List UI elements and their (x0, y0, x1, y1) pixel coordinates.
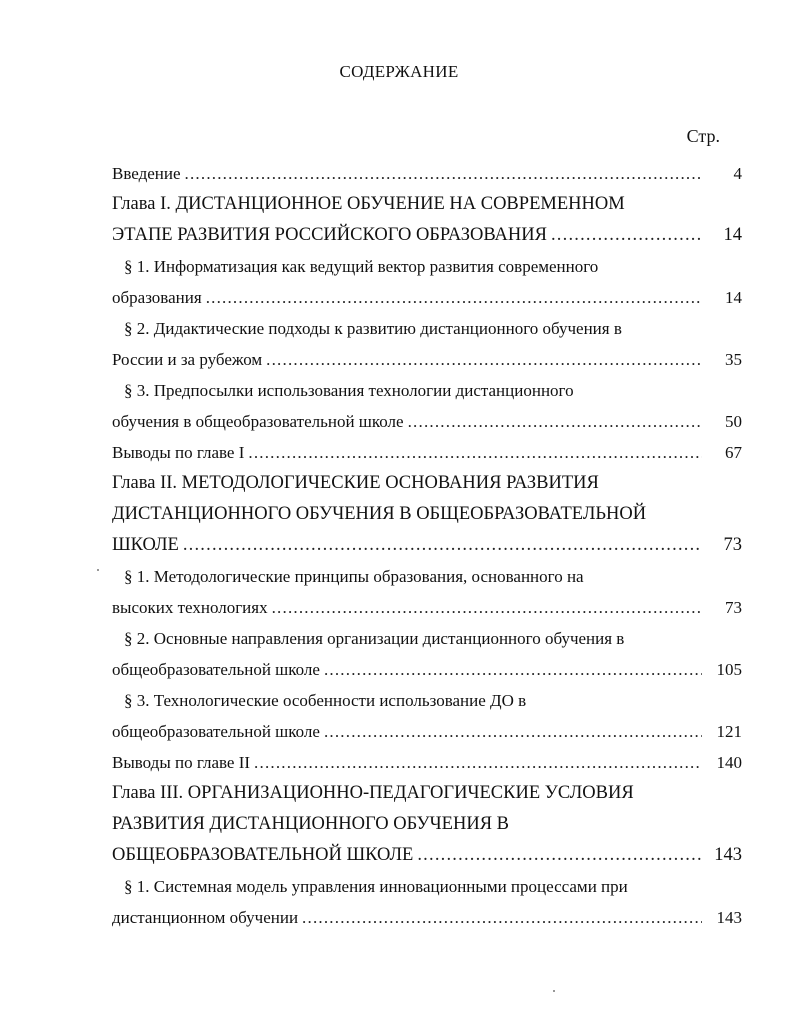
toc-entry-text: § 2. Дидактические подходы к развитию дистанционного обучения в (124, 319, 622, 338)
toc-section-3-1 (112, 902, 742, 933)
toc-entry-introduction (112, 158, 742, 189)
toc-entry-text: общеобразовательной школе (112, 660, 320, 679)
toc-section-2-3 (112, 716, 742, 747)
toc-entry-page: 14 (723, 225, 742, 245)
toc-section-2-2 (112, 654, 742, 685)
dot-leader (408, 406, 702, 437)
toc-entry-text: § 1. Системная модель управления инновационными процессами при (124, 877, 628, 896)
toc-entry-page: 50 (725, 412, 742, 431)
toc-section-2-1-heading (112, 561, 742, 592)
toc-entry-text: ЭТАПЕ РАЗВИТИЯ РОССИЙСКОГО ОБРАЗОВАНИЯ (112, 225, 547, 245)
dot-leader (324, 654, 702, 685)
dot-leader (266, 344, 702, 375)
toc-entry-page: 105 (716, 660, 742, 679)
toc-entry-text: § 3. Предпосылки использования технологии дистанционного (124, 381, 574, 400)
toc-entry-text: ОБЩЕОБРАЗОВАТЕЛЬНОЙ ШКОЛЕ (112, 845, 414, 865)
dot-leader (254, 747, 702, 778)
toc-entry-page: 143 (716, 908, 742, 927)
toc-entry-text: § 1. Информатизация как ведущий вектор развития современного (124, 257, 599, 276)
toc-entry-text: высоких технологиях (112, 598, 268, 617)
toc-chapter-2-heading (112, 468, 742, 499)
toc-entry-text: общеобразовательной школе (112, 722, 320, 741)
toc-chapter-3-heading-cont (112, 809, 742, 840)
table-of-contents (112, 158, 742, 933)
toc-entry-page: 73 (725, 598, 742, 617)
dot-leader (183, 530, 702, 561)
toc-section-2-3-heading (112, 685, 742, 716)
toc-entry-text: ШКОЛЕ (112, 535, 179, 555)
toc-chapter-2-heading-cont (112, 499, 742, 530)
toc-entry-text: РАЗВИТИЯ ДИСТАНЦИОННОГО ОБУЧЕНИЯ В (112, 814, 509, 834)
toc-entry-text: дистанционном обучении (112, 908, 299, 927)
toc-chapter-3 (112, 840, 742, 871)
toc-entry-page: 121 (716, 722, 742, 741)
dot-leader (324, 716, 702, 747)
toc-entry-page: 73 (723, 535, 742, 555)
toc-entry-text: Глава I. ДИСТАНЦИОННОЕ ОБУЧЕНИЕ НА СОВРЕМЕННОМ (112, 194, 625, 214)
toc-entry-text: § 3. Технологические особенности использование ДО в (124, 691, 527, 710)
scan-speck (97, 569, 99, 571)
toc-section-3-1-heading (112, 871, 742, 902)
scan-speck (553, 990, 555, 992)
dot-leader (272, 592, 702, 623)
page-column-label: Стр. (686, 126, 720, 146)
toc-entry-text: Выводы по главе II (112, 753, 251, 772)
dot-leader (185, 158, 702, 189)
page-title: СОДЕРЖАНИЕ (339, 62, 459, 81)
toc-section-1-1 (112, 282, 742, 313)
toc-section-2-1 (112, 592, 742, 623)
toc-entry-text: ДИСТАНЦИОННОГО ОБУЧЕНИЯ В ОБЩЕОБРАЗОВАТЕЛЬНОЙ (112, 504, 647, 524)
dot-leader (302, 902, 702, 933)
dot-leader (417, 840, 702, 871)
toc-entry-text: Введение (112, 164, 181, 183)
dot-leader (206, 282, 702, 313)
toc-section-1-2 (112, 344, 742, 375)
toc-entry-page: 67 (725, 443, 742, 462)
toc-entry-page: 35 (725, 350, 742, 369)
toc-entry-text: Глава II. МЕТОДОЛОГИЧЕСКИЕ ОСНОВАНИЯ РАЗВИТИЯ (112, 473, 599, 493)
toc-section-1-1-heading (112, 251, 742, 282)
toc-entry-page: 143 (714, 845, 742, 865)
toc-section-1-3 (112, 406, 742, 437)
toc-entry-page: 4 (733, 164, 742, 183)
toc-chapter-1-heading (112, 189, 742, 220)
toc-entry-text: § 2. Основные направления организации дистанционного обучения в (124, 629, 625, 648)
toc-entry-text: России и за рубежом (112, 350, 263, 369)
toc-chapter-1 (112, 220, 742, 251)
toc-conclusions-2 (112, 747, 742, 778)
toc-section-1-3-heading (112, 375, 742, 406)
toc-entry-text: Выводы по главе I (112, 443, 245, 462)
dot-leader (248, 437, 702, 468)
dot-leader (551, 220, 702, 251)
toc-entry-text: обучения в общеобразовательной школе (112, 412, 404, 431)
toc-entry-text: § 1. Методологические принципы образования, основанного на (124, 567, 584, 586)
toc-conclusions-1 (112, 437, 742, 468)
toc-section-2-2-heading (112, 623, 742, 654)
toc-entry-text: Глава III. ОРГАНИЗАЦИОННО-ПЕДАГОГИЧЕСКИЕ УСЛОВИЯ (112, 783, 634, 803)
toc-entry-page: 140 (716, 753, 742, 772)
toc-chapter-2 (112, 530, 742, 561)
toc-section-1-2-heading (112, 313, 742, 344)
toc-entry-page: 14 (725, 288, 742, 307)
toc-chapter-3-heading (112, 778, 742, 809)
toc-entry-text: образования (112, 288, 202, 307)
